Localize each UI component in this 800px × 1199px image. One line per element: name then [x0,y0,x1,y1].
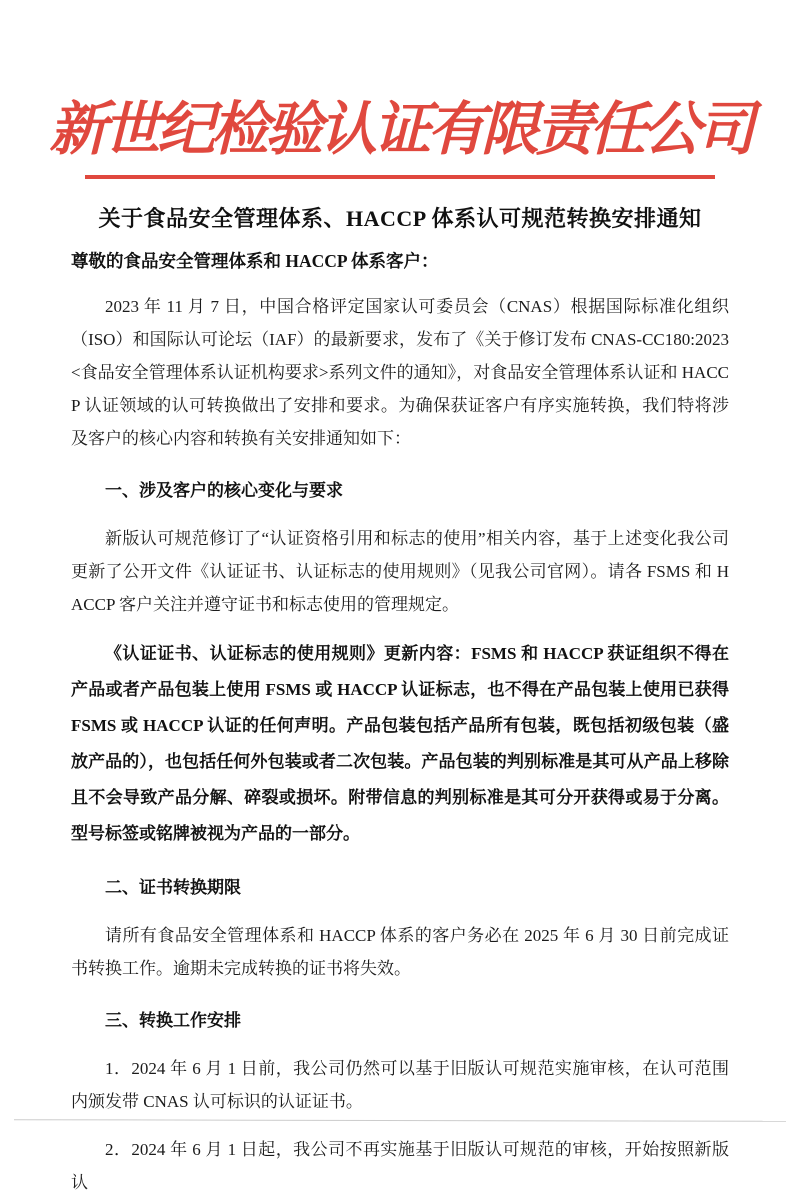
letterhead [0,0,800,179]
section-heading-1: 一、涉及客户的核心变化与要求 [105,481,343,500]
section-heading-3: 三、转换工作安排 [105,1011,241,1030]
paragraph-rules-update: 《认证证书、认证标志的使用规则》更新内容：FSMS 和 HACCP 获证组织不得在产品或者产品包装上使用 FSMS 或 HACCP 认证标志，也不得在产品包装上使用已获得 FSMS 或 HACCP 认证的任何声明。产品包装包括产品所有包装，既包括初级包装（盛放产品的），也包括任何外包装或者二次包装。产品包装的判别标准是其可从产品上移除且不会导致产品分解、碎裂或损坏。附带信息的判别标准是其可分开获得或易于分离。型号标签或铭牌被视为产品的一部分。 [71,644,729,843]
paragraph-arrangement-1: 1．2024 年 6 月 1 日前，我公司仍然可以基于旧版认可规范实施审核，在认可范围内颁发带 CNAS 认可标识的认证证书。 [71,1059,729,1111]
paragraph-arrangement-2: 2．2024 年 6 月 1 日起，我公司不再实施基于旧版认可规范的审核，开始按照新版认 [71,1140,729,1192]
paragraph-deadline: 请所有食品安全管理体系和 HACCP 体系的客户务必在 2025 年 6 月 30 日前完成证书转换工作。逾期未完成转换的证书将失效。 [71,926,729,978]
company-name: 新世纪检验认证有限责任公司 [48,97,751,162]
document-body [71,290,729,1199]
paragraph-intro: 2023 年 11 月 7 日，中国合格评定国家认可委员会（CNAS）根据国际标准化组织（ISO）和国际认可论坛（IAF）的最新要求，发布了《关于修订发布 CNAS-CC180:2023<食品安全管理体系认证机构要求>系列文件的通知》，对食品安全管理体系认证和 HACCP 认证领域的认可转换做出了安排和要求。为确保获证客户有序实施转换，我们特将涉及客户的核心内容和转换有关安排通知如下： [71,297,729,448]
section-heading-2: 二、证书转换期限 [105,878,241,897]
paragraph-section1: 新版认可规范修订了“认证资格引用和标志的使用”相关内容，基于上述变化我公司更新了公开文件《认证证书、认证标志的使用规则》（见我公司官网）。请各 FSMS 和 HACCP 客户关注并遵守证书和标志使用的管理规定。 [71,529,729,614]
page-title: 关于食品安全管理体系、HACCP 体系认可规范转换安排通知 [98,206,702,231]
salutation: 尊敬的食品安全管理体系和 HACCP 体系客户： [71,251,439,271]
letterhead-underline [85,175,715,179]
